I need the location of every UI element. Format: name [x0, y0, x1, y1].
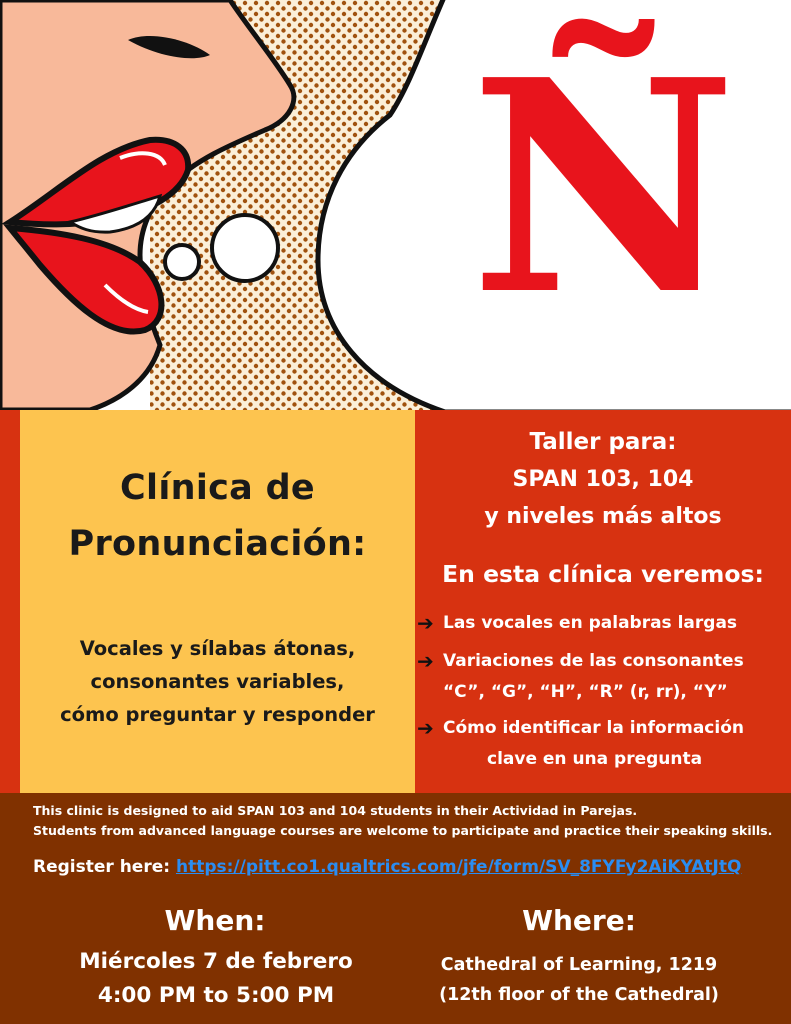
description-line2: Students from advanced language courses are welcome to participate and practice their speaking skills. [33, 823, 773, 838]
topics-heading: En esta clínica veremos: [442, 560, 764, 588]
workshop-heading: Taller para: [529, 429, 677, 455]
clinic-subtitle-line2: consonantes variables, [90, 670, 345, 693]
when-heading: When: [164, 904, 266, 937]
where-details [395, 950, 763, 1010]
clinic-title-line1: Clínica de [120, 468, 315, 508]
when-details [0, 945, 432, 1013]
workshop-courses: SPAN 103, 104 [512, 467, 694, 492]
workshop-panel [415, 410, 791, 793]
clinic-subtitle-line3: cómo preguntar y responder [60, 703, 375, 726]
arrow-right-icon: ➔ [417, 716, 434, 740]
registration [33, 854, 741, 880]
event-details [0, 793, 791, 1024]
event-location-detail: (12th floor of the Cathedral) [439, 985, 719, 1005]
topic-text: Cómo identificar la información [443, 718, 744, 738]
clinic-subtitle-line1: Vocales y sílabas átonas, [79, 637, 356, 660]
event-location: Cathedral of Learning, 1219 [440, 955, 718, 975]
event-time: 4:00 PM to 5:00 PM [97, 983, 335, 1008]
topic-text: Variaciones de las consonantes [443, 651, 744, 671]
arrow-right-icon: ➔ [417, 649, 434, 673]
topic-text: Las vocales en palabras largas [443, 613, 738, 633]
topic-text-continued: “C”, “G”, “H”, “R” (r, rr), “Y” [443, 682, 728, 702]
topic-text-continued: clave en una pregunta [487, 749, 703, 769]
info-band [0, 410, 791, 793]
workshop-audience [415, 424, 791, 535]
arrow-right-icon: ➔ [417, 611, 434, 635]
clinic-subtitle [20, 632, 415, 731]
workshop-levels: y niveles más altos [484, 504, 722, 529]
event-date: Miércoles 7 de febrero [79, 949, 353, 974]
enye-letter: Ñ [470, 16, 737, 359]
clinic-description [33, 801, 772, 841]
where-heading: Where: [522, 904, 636, 937]
description-line1: This clinic is designed to aid SPAN 103 and 104 students in their Actividad in Parejas. [33, 803, 638, 818]
hero-illustration [0, 0, 791, 410]
clinic-title [20, 460, 415, 572]
small-thought-bubble [165, 245, 199, 279]
register-link[interactable]: https://pitt.co1.qualtrics.com/jfe/form/SV_8FYFy2AiKYAtJtQ [175, 857, 742, 877]
clinic-title-panel [20, 410, 415, 793]
clinic-title-line2: Pronunciación: [68, 524, 367, 564]
medium-thought-bubble [212, 215, 278, 281]
register-label: Register here: [33, 857, 171, 877]
